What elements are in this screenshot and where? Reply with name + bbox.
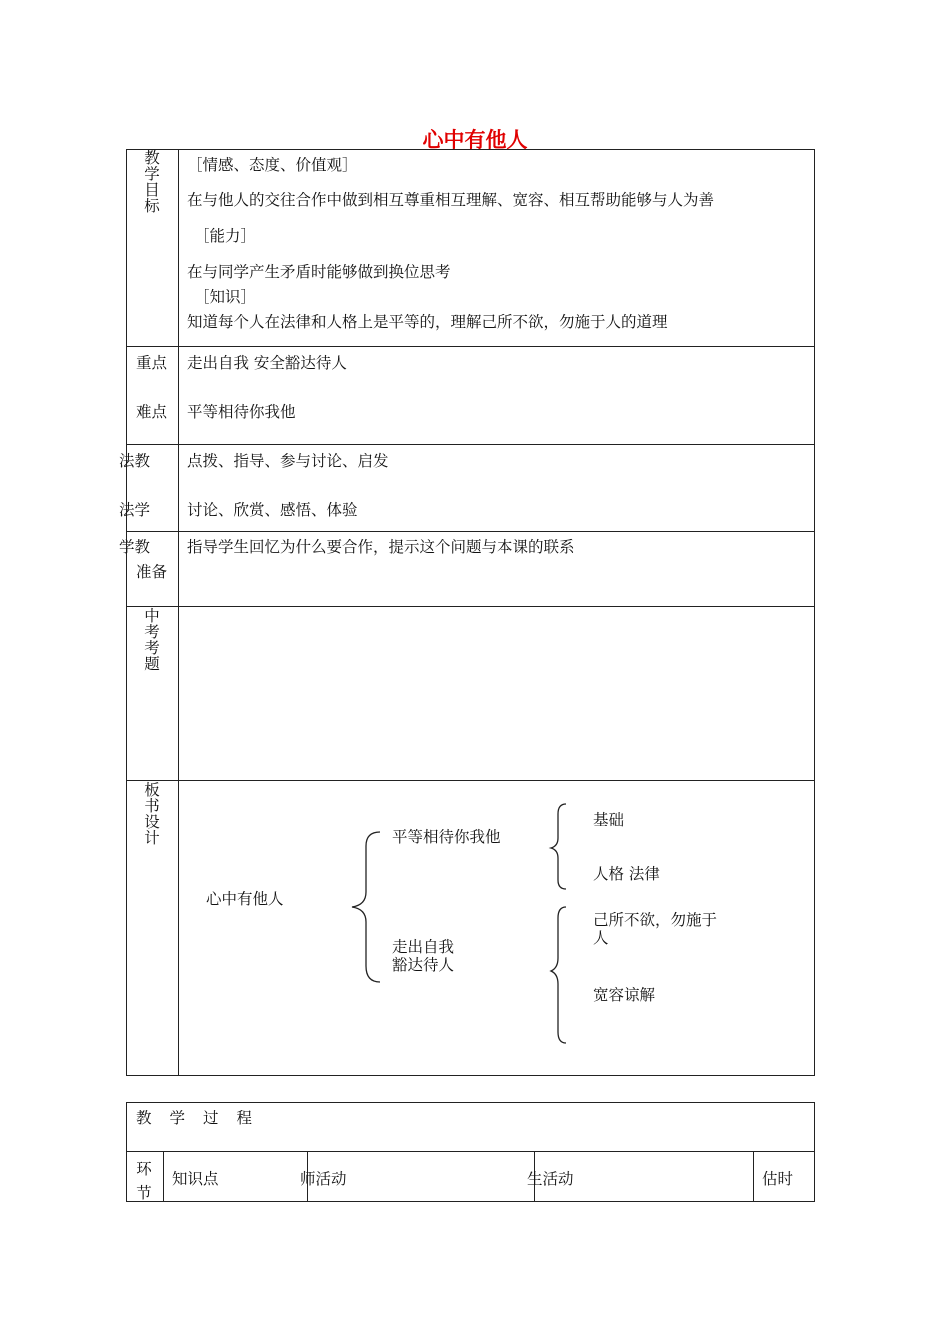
- difficult-point-text: 平等相待你我他: [187, 403, 296, 421]
- main-brace: [352, 832, 380, 982]
- page-title: 心中有他人: [422, 128, 528, 152]
- board-branch-2-line2: 豁达待人: [392, 956, 455, 974]
- board-branch-1-item-2: 人格 法律: [593, 865, 660, 883]
- exam-label: 中考考题: [144, 607, 160, 673]
- teaching-method-label: 法教: [119, 452, 151, 470]
- col-divider-4: [753, 1151, 754, 1202]
- board-branch-1-item-1: 基础: [593, 811, 625, 829]
- ability-text: 在与同学产生矛盾时能够做到换位思考: [187, 263, 451, 281]
- preparation-label-line1: 学教: [119, 538, 151, 556]
- col-time-header: 估时: [762, 1170, 794, 1188]
- col-teacher-header: 师活动: [300, 1170, 347, 1188]
- key-point-text: 走出自我 安全豁达待人: [187, 354, 347, 372]
- board-branch-1: 平等相待你我他: [392, 828, 501, 846]
- difficult-point-label: 难点: [136, 403, 168, 421]
- emotion-text: 在与他人的交往合作中做到相互尊重相互理解、宽容、相互帮助能够与人为善: [187, 191, 715, 209]
- objectives-label: 教学目标: [144, 149, 160, 215]
- lower-brace: [551, 907, 566, 1043]
- key-point-label: 重点: [136, 354, 168, 372]
- col-knowledge-header: 知识点: [172, 1170, 219, 1188]
- preparation-text: 指导学生回忆为什么要合作，提示这个问题与本课的联系: [187, 538, 575, 556]
- board-branch-2-line1: 走出自我: [392, 938, 455, 956]
- board-design-label: 板书设计: [144, 781, 160, 847]
- board-branch-2-item-1: 己所不欲，勿施于人: [593, 911, 718, 947]
- learning-method-text: 讨论、欣赏、感悟、体验: [187, 501, 358, 519]
- upper-brace: [551, 804, 566, 889]
- ability-heading: ［能力］: [194, 227, 257, 245]
- preparation-label-line2: 准备: [136, 563, 168, 581]
- knowledge-text: 知道每个人在法律和人格上是平等的，理解己所不欲，勿施于人的道理: [187, 313, 668, 331]
- board-root: 心中有他人: [206, 890, 284, 908]
- board-branch-2-item-2: 宽容谅解: [593, 986, 656, 1004]
- col-divider-1: [163, 1151, 164, 1202]
- teaching-method-text: 点拨、指导、参与讨论、启发: [187, 452, 389, 470]
- col-student-header: 生活动: [527, 1170, 574, 1188]
- emotion-heading: ［情感、态度、价值观］: [187, 156, 358, 174]
- knowledge-heading: ［知识］: [194, 288, 257, 306]
- learning-method-label: 法学: [119, 501, 151, 519]
- col-section-header: 环节: [136, 1160, 152, 1202]
- process-header-divider: [126, 1151, 815, 1152]
- process-header: 教学过程: [136, 1109, 271, 1127]
